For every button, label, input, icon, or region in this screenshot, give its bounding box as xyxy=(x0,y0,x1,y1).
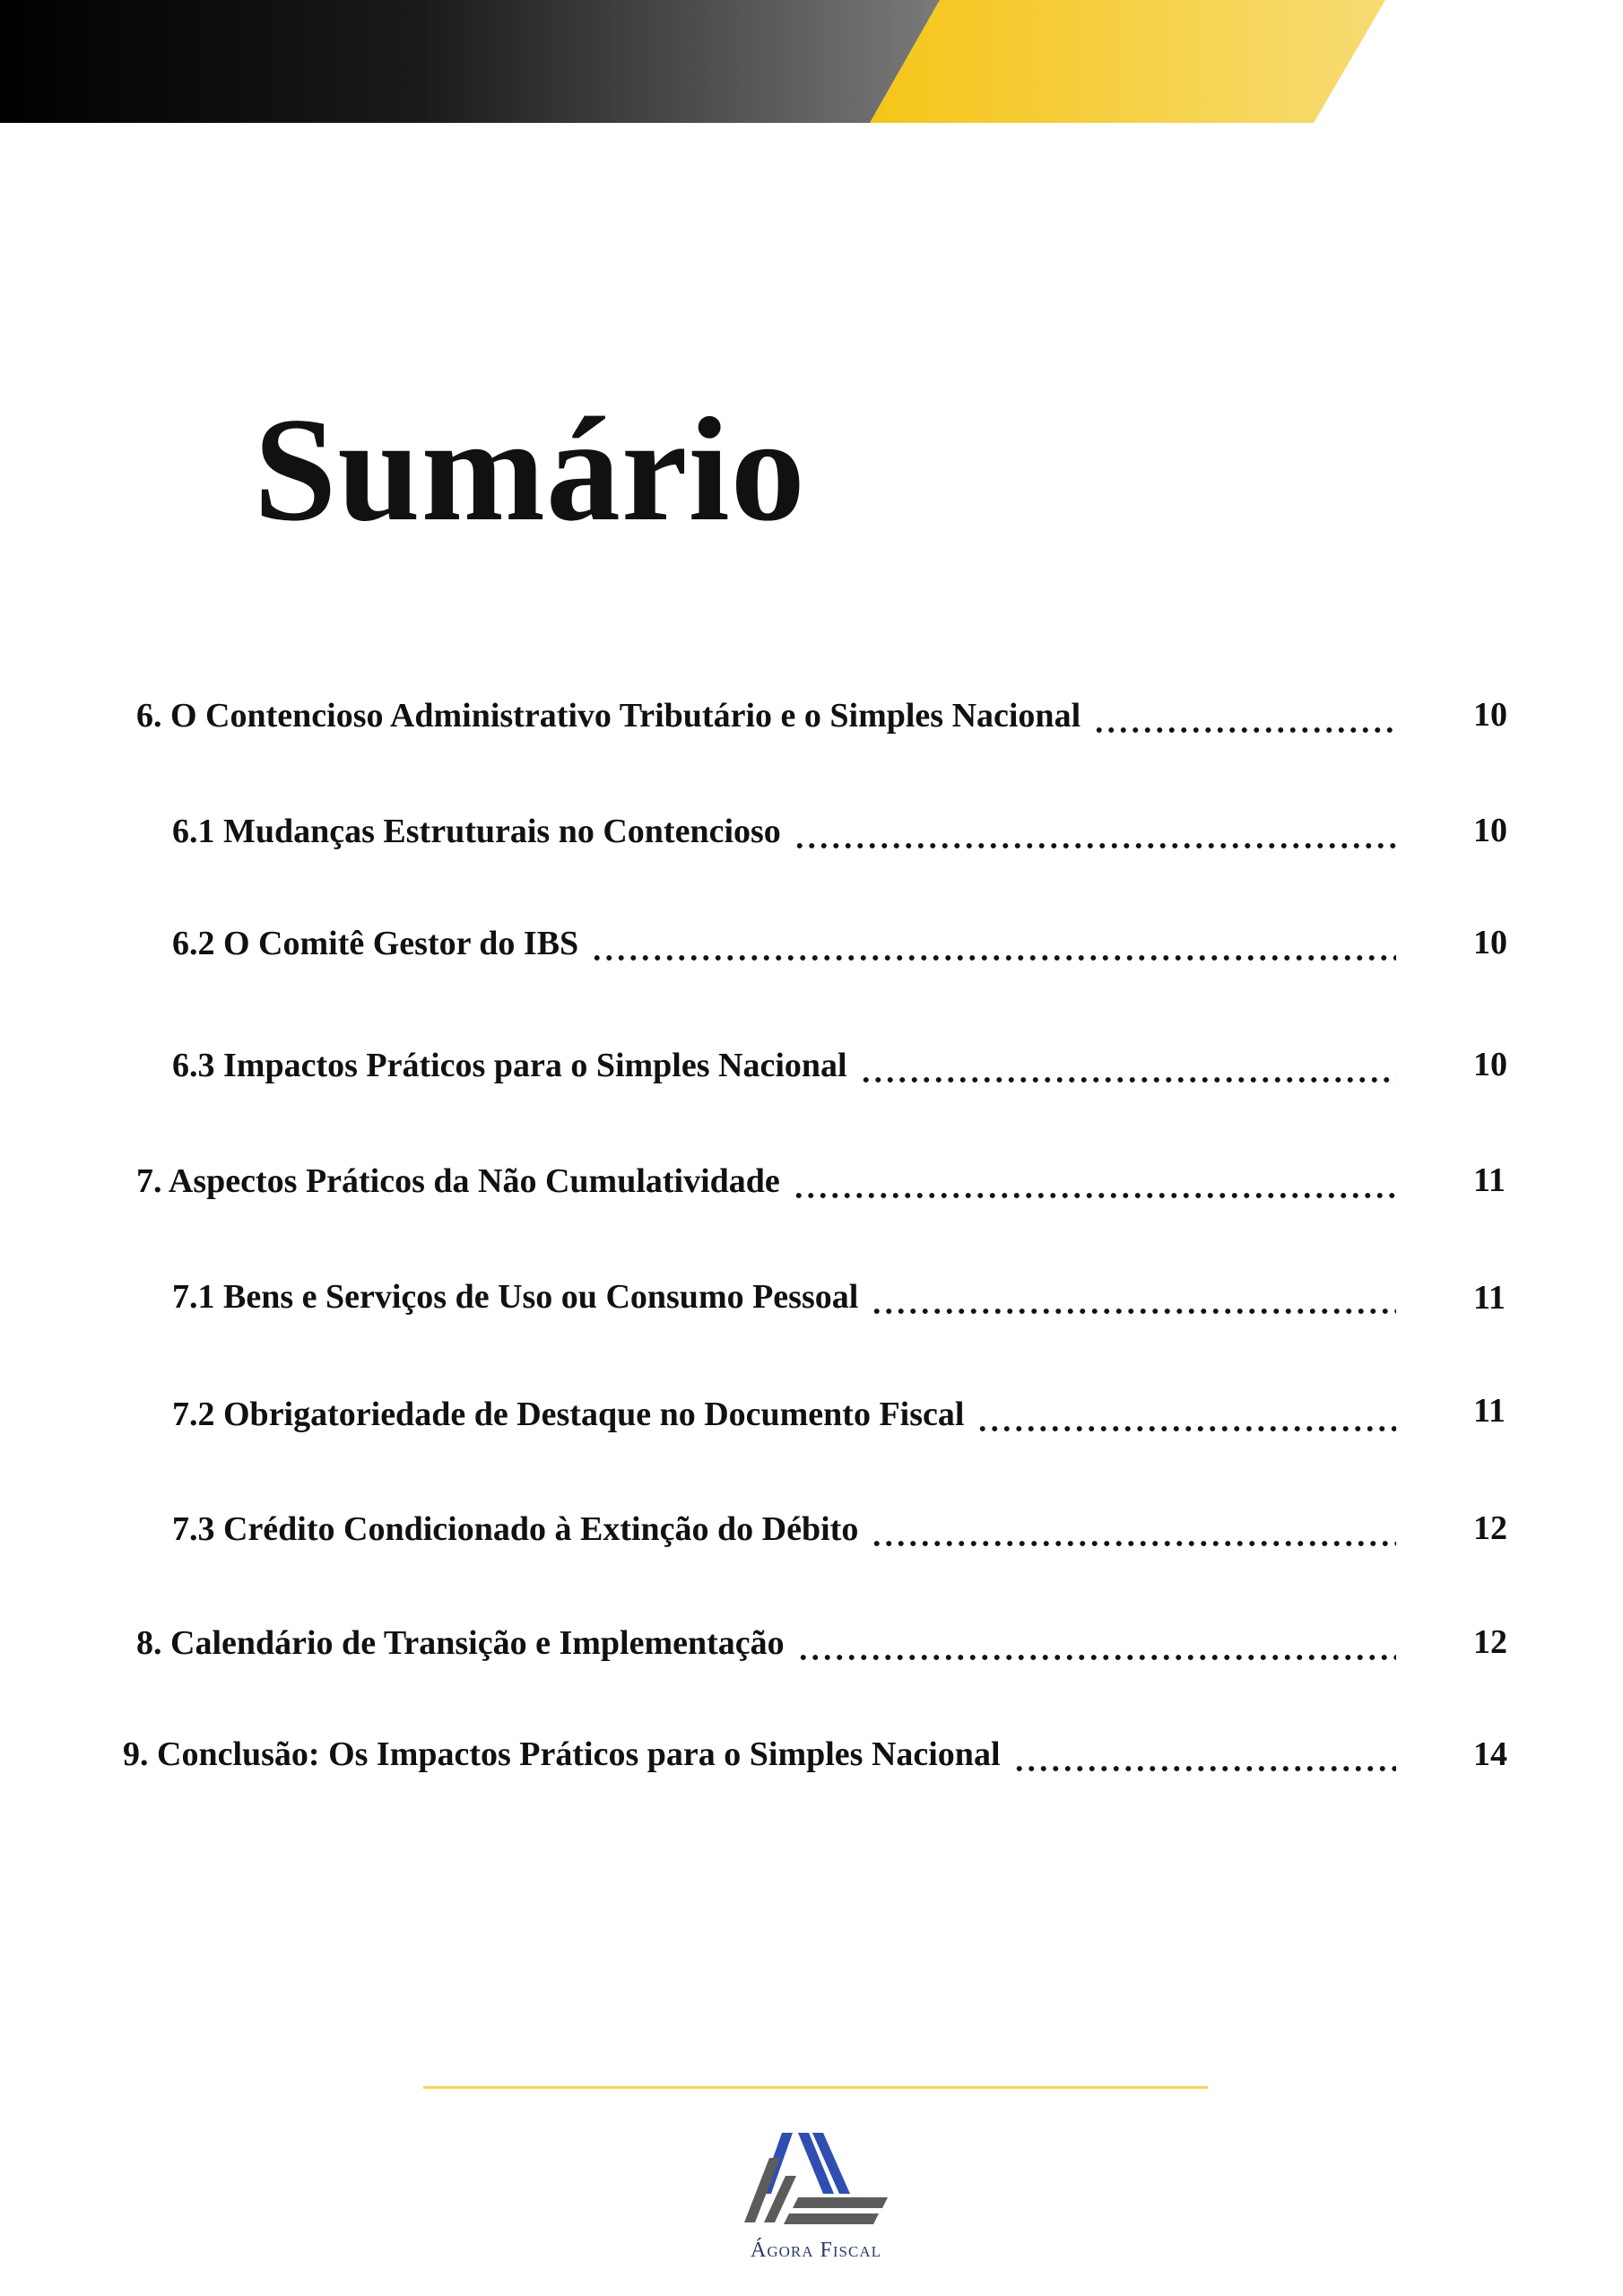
toc-leader-dots xyxy=(793,1192,1396,1199)
toc-leader-dots xyxy=(1093,726,1396,734)
toc-entry[interactable] xyxy=(172,1268,1396,1322)
toc-entry[interactable] xyxy=(172,1500,1396,1554)
toc-leader-dots xyxy=(1013,1765,1397,1772)
toc-entry[interactable] xyxy=(136,1152,1396,1206)
toc-page-number: 14 xyxy=(1473,1737,1507,1771)
toc-page-number: 11 xyxy=(1473,1163,1506,1197)
toc-entry-label: 8. Calendário de Transição e Implementação xyxy=(136,1624,785,1662)
logo-text: Ágora Fiscal xyxy=(751,2239,881,2262)
toc-leader-dots xyxy=(860,1076,1396,1083)
toc-page-number: 10 xyxy=(1473,1048,1507,1082)
toc-page-number: 10 xyxy=(1473,813,1507,848)
toc-leader-dots xyxy=(591,954,1396,961)
toc-page-number: 10 xyxy=(1473,698,1507,732)
toc-page-number: 12 xyxy=(1473,1511,1507,1545)
page-title: Sumário xyxy=(254,387,806,552)
toc-entry-label: 7.2 Obrigatoriedade de Destaque no Documento Fiscal xyxy=(172,1396,965,1433)
toc-entry[interactable] xyxy=(172,915,1396,969)
toc-page-number: 11 xyxy=(1473,1394,1506,1428)
toc-entry[interactable] xyxy=(172,803,1396,857)
toc-entry-label: 7.3 Crédito Condicionado à Extinção do Débito xyxy=(172,1510,859,1548)
toc-page-number: 11 xyxy=(1473,1281,1506,1315)
toc-entry-label: 6.2 O Comitê Gestor do IBS xyxy=(172,925,579,962)
toc-leader-dots xyxy=(794,842,1396,849)
toc-entry[interactable] xyxy=(172,1386,1396,1439)
top-banner xyxy=(0,0,1623,123)
toc-entry[interactable] xyxy=(172,1037,1396,1091)
toc-entry-label: 9. Conclusão: Os Impactos Práticos para o Simples Nacional xyxy=(123,1735,1001,1773)
toc-entry-label: 6.3 Impactos Práticos para o Simples Nacional xyxy=(172,1047,847,1084)
toc-page-number: 12 xyxy=(1473,1625,1507,1659)
toc-leader-dots xyxy=(797,1654,1396,1661)
toc-leader-dots xyxy=(976,1425,1396,1432)
toc-leader-dots xyxy=(871,1540,1396,1547)
footer-divider xyxy=(423,2086,1208,2089)
toc-entry[interactable] xyxy=(136,1614,1396,1668)
toc-entry-label: 7.1 Bens e Serviços de Uso ou Consumo Pessoal xyxy=(172,1278,859,1316)
toc-entry-label: 6.1 Mudanças Estruturais no Contencioso xyxy=(172,813,781,850)
toc-entry[interactable] xyxy=(123,1726,1396,1779)
toc-entry-label: 6. O Contencioso Administrativo Tributário e o Simples Nacional xyxy=(136,697,1081,735)
agora-fiscal-logo-icon xyxy=(735,2122,897,2248)
toc-entry[interactable] xyxy=(136,687,1396,741)
toc-entry-label: 7. Aspectos Práticos da Não Cumulatividade xyxy=(136,1162,780,1200)
toc-page-number: 10 xyxy=(1473,926,1507,960)
toc-leader-dots xyxy=(871,1308,1396,1315)
